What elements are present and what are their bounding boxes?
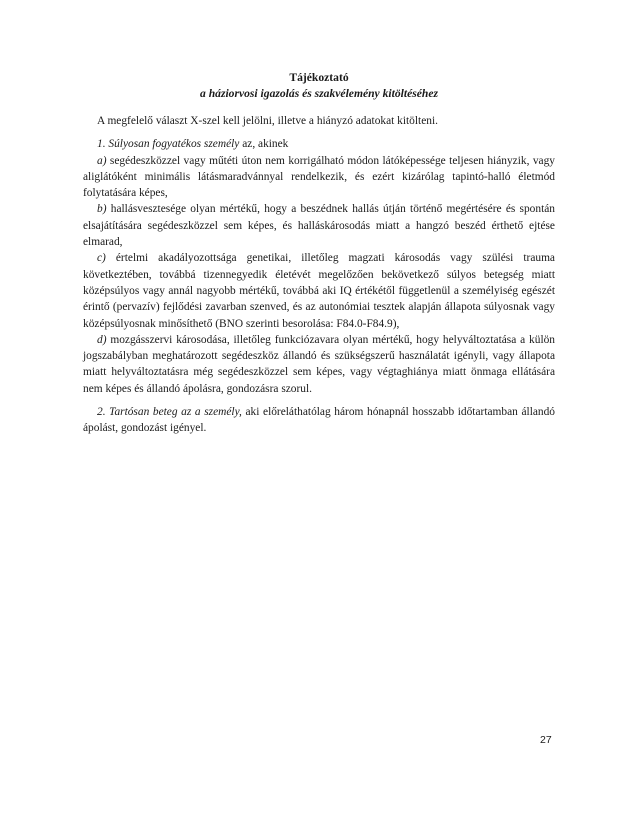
item-marker-d: d) — [97, 333, 107, 346]
item-text-b: hallásvesztesége olyan mértékű, hogy a beszédnek hallás útján történő megértésére és spontán elsajátítására segédeszközzel sem képes, és halláskárosodás miatt a hangzó beszéd érthető ejtése elmarad, — [83, 203, 555, 249]
item-marker-a: a) — [97, 154, 107, 167]
item-marker-c: c) — [97, 252, 106, 265]
section1-heading-tail: az, akinek — [239, 138, 289, 151]
section2-paragraph — [83, 404, 555, 437]
section1-heading — [83, 136, 555, 152]
document-page — [83, 70, 555, 437]
section1-heading-label: 1. Súlyosan fogyatékos személy — [97, 138, 240, 151]
section1-item-c — [83, 250, 555, 331]
section2-heading: 2. Tartósan beteg az a személy, — [97, 406, 242, 419]
section1-item-a — [83, 153, 555, 202]
page-number: 27 — [540, 734, 552, 746]
section2-text: aki előreláthatólag három hónapnál hosszabb időtartamban állandó ápolást, gondozást igényel. — [83, 406, 555, 435]
document-subtitle: a háziorvosi igazolás és szakvélemény kitöltéséhez — [200, 87, 438, 100]
item-text-d: mozgásszervi károsodása, illetőleg funkciózavara olyan mértékű, hogy helyváltoztatása a külön jogszabályban meghatározott segédeszköz állandó és szükségszerű használatát igényli, vagy állapota miatt helyváltoztatásra még segédeszközzel sem képes, vagy végtaghiánya miatt önmaga ellátására nem képes és állandó ápolásra, gondozásra szorul. — [83, 333, 555, 395]
item-text-a: segédeszközzel vagy műtéti úton nem korrigálható módon látóképessége teljesen hiányzik, vagy aliglátóként minimális látásmaradvánnyal rendelkezik, és ezért kizárólag tapintó-halló életmód folytatására képes, — [83, 154, 555, 200]
document-title-block — [83, 70, 555, 102]
title-spacer — [83, 102, 555, 113]
item-marker-b: b) — [97, 203, 107, 216]
section1-item-b — [83, 201, 555, 250]
item-text-c: értelmi akadályozottsága genetikai, illetőleg magzati károsodás vagy szülési trauma következtében, továbbá tizennegyedik életévét megelőzően bekövetkező súlyos betegség miatt középsúlyos vagy annál nagyobb mértékű, továbbá aki IQ értékétől függetlenül a személyiség egészét érintő (pervazív) fejlődési zavarban szenved, és az autonómiai tesztek alapján állapota súlyosnak vagy középsúlyosnak minősíthető (BNO szerinti besorolása: F84.0-F84.9), — [83, 252, 555, 330]
intro-paragraph: A megfelelő választ X-szel kell jelölni, illetve a hiányzó adatokat kitölteni. — [97, 115, 438, 127]
document-title: Tájékoztató — [289, 71, 349, 84]
section1-item-d — [83, 332, 555, 397]
